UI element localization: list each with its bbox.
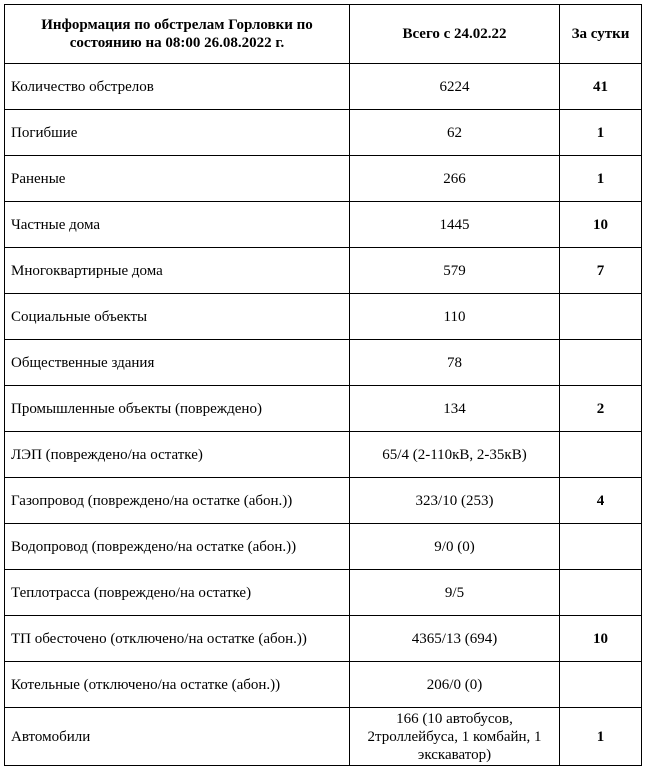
row-label: Котельные (отключено/на остатке (абон.)) (5, 662, 350, 708)
row-total: 323/10 (253) (350, 478, 560, 524)
row-day: 10 (560, 616, 642, 662)
row-label: Водопровод (повреждено/на остатке (абон.)) (5, 524, 350, 570)
row-total: 4365/13 (694) (350, 616, 560, 662)
table-row (5, 570, 642, 616)
row-day: 41 (560, 64, 642, 110)
row-label: Количество обстрелов (5, 64, 350, 110)
row-label: ЛЭП (повреждено/на остатке) (5, 432, 350, 478)
row-label: ТП обесточено (отключено/на остатке (абон.)) (5, 616, 350, 662)
row-day: 4 (560, 478, 642, 524)
header-total: Всего с 24.02.22 (350, 5, 560, 64)
row-total: 110 (350, 294, 560, 340)
row-label: Социальные объекты (5, 294, 350, 340)
table-row (5, 524, 642, 570)
table-row (5, 248, 642, 294)
row-total: 62 (350, 110, 560, 156)
row-total: 206/0 (0) (350, 662, 560, 708)
row-label: Теплотрасса (повреждено/на остатке) (5, 570, 350, 616)
row-day (560, 294, 642, 340)
row-total: 65/4 (2-110кВ, 2-35кВ) (350, 432, 560, 478)
row-day (560, 662, 642, 708)
row-total: 78 (350, 340, 560, 386)
row-day: 7 (560, 248, 642, 294)
row-label: Автомобили (5, 708, 350, 766)
row-day: 1 (560, 708, 642, 766)
row-day (560, 340, 642, 386)
table-row (5, 386, 642, 432)
row-day: 1 (560, 110, 642, 156)
row-total: 579 (350, 248, 560, 294)
table-row (5, 662, 642, 708)
row-day (560, 432, 642, 478)
shelling-report-table (4, 4, 642, 766)
row-day (560, 570, 642, 616)
table-row (5, 708, 642, 766)
row-total: 134 (350, 386, 560, 432)
row-label: Газопровод (повреждено/на остатке (абон.)) (5, 478, 350, 524)
table-row (5, 202, 642, 248)
table-row (5, 110, 642, 156)
row-label: Многоквартирные дома (5, 248, 350, 294)
row-day (560, 524, 642, 570)
row-label: Промышленные объекты (повреждено) (5, 386, 350, 432)
table-header-row (5, 5, 642, 64)
table-row (5, 432, 642, 478)
row-total: 1445 (350, 202, 560, 248)
row-label: Раненые (5, 156, 350, 202)
table-row (5, 616, 642, 662)
row-day: 1 (560, 156, 642, 202)
header-title: Информация по обстрелам Горловки по состоянию на 08:00 26.08.2022 г. (5, 5, 350, 64)
row-day: 10 (560, 202, 642, 248)
row-total: 6224 (350, 64, 560, 110)
table-row (5, 156, 642, 202)
row-total: 166 (10 автобусов, 2троллейбуса, 1 комбайн, 1 экскаватор) (350, 708, 560, 766)
row-label: Погибшие (5, 110, 350, 156)
table-row (5, 294, 642, 340)
row-total: 9/5 (350, 570, 560, 616)
table-row (5, 340, 642, 386)
table-row (5, 64, 642, 110)
table-row (5, 478, 642, 524)
row-total: 9/0 (0) (350, 524, 560, 570)
row-day: 2 (560, 386, 642, 432)
row-total: 266 (350, 156, 560, 202)
row-label: Частные дома (5, 202, 350, 248)
header-day: За сутки (560, 5, 642, 64)
row-label: Общественные здания (5, 340, 350, 386)
